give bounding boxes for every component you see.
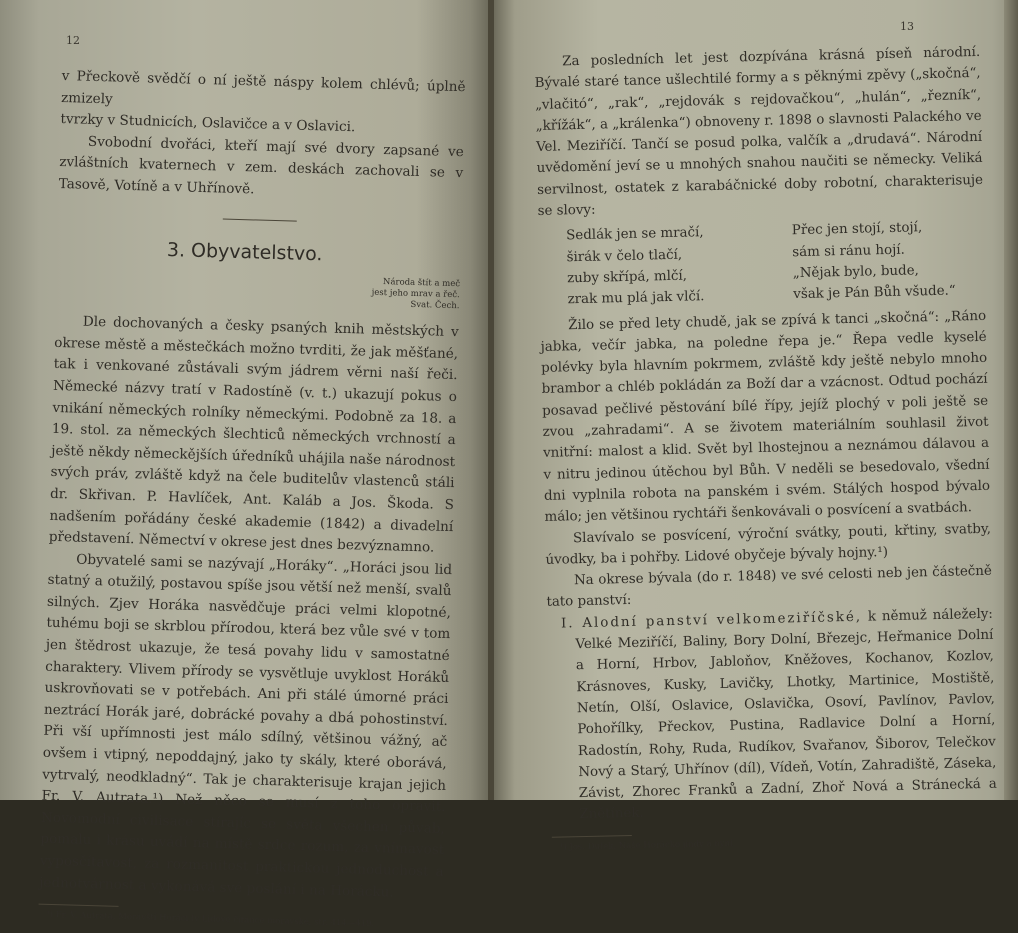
list-item-alodni-panstvi (547, 603, 998, 826)
poem-line: „Nějak bylo, bude, (792, 263, 919, 282)
right-page (494, 0, 1018, 853)
footnote-rule (552, 835, 632, 838)
poem (566, 216, 986, 311)
intro-line-1: v Přeckově svědčí o ní ještě náspy kolem chlévů; úplně zmizely (60, 67, 466, 108)
paragraph-svobodni-dvoraci: Svobodní dvořáci, kteří mají své dvory zapsané ve zvláštních kvaternech v zem. deskách zachovali se v Tasově, Votíně a v Uhřínově. (58, 133, 464, 198)
poem-line: zuby skřípá, mlčí, (566, 268, 688, 287)
footnote-rule (39, 904, 119, 907)
poem-line: širák v čelo tlačí, (566, 247, 683, 265)
motto-line: jest jeho mrav a řeč. (371, 287, 460, 301)
paragraph-main: Dle dochovaných a česky psaných knih městských v okrese městě a městečkách možno tvrditi, že jak měšťané, tak i venkované zůstávali svým jádrem věrni naší řeči. Německé názvy tratí v Radostíně (v. t.) ukazují pokus o vnikání německých rolníky německými. Podobně za 18. a 19. stol. za německých šlechticů německých vrchností a ještě někdy německějších úředníků uhájila naše národnost svých práv, zvláště když na čele buditelův vlastenců stáli dr. Skřivan. P. Havlíček, Ant. Kaláb a Jos. Škoda. S nadšením pořádány české akademie (1842) a divadelní představení. Němectví v okrese jest dnes bezvýznamno. (48, 313, 459, 556)
right-page-body (534, 42, 998, 855)
paragraph-slavivalo: Slavívalo se posvícení, výroční svátky, pouti, křtiny, svatby, úvodky, ba i pohřby. Lidové obyčeje bývaly hojny.¹) (545, 521, 992, 568)
left-page-number: 12 (66, 34, 80, 47)
paragraph-zilo: Žilo se před lety chudě, jak se zpívá k tanci „skočná“: „Ráno jabka, večír jabka, na poledne řepa je.“ Řepa vedle kyselé polévky byla hlavním pokrmem, zvláště kdy ještě nebylo mnoho brambor a chléb pokládán za Boží dar a vzácnost. Odtud pochází posavad pečlivé pěstování bílé řípy, jejíž plochý v poli ještě se zvou „zahradami“. A se životem materiálním souhlasil život vnitřní: malost a klid. Svět byl lhostejnou a neznámou dálavou a v nitru jedinou útěchou byl Bůh. V neděli se besedovalo, všední dni vyplnila robota na panském i svém. Stálých hospod bývalo málo; jen většinou rychtáři šenkovávali o posvícení a svatbách. (540, 308, 991, 526)
poem-line: sám si ránu hojí. (792, 242, 905, 260)
poem-line: Přec jen stojí, stojí, (791, 220, 923, 239)
intro-line-2: tvrzky v Studnicích, Oslavičce a v Oslavici. (60, 111, 356, 136)
paragraph-tance: Za posledních let jest dozpívána krásná píseň národní. Bývalé staré tance ušlechtilé formy a s pěknými zpěvy („skočná“, „vlačitó“, „rak“, „rejdovák s rejdovačkou“, „hulán“, „řezník“, „křížák“, a „králenka“) obnoveny r. 1898 o slavnosti Palackého ve Vel. Meziříčí. Tančí se posud polka, valčík a „drudavá“. Národní uvědomění jeví se u mnohých snahou naučiti se německy. Veliká servilnost, ostatek z karabáčnické doby robotní, charakterisuje se slovy: (534, 44, 984, 220)
paragraph-okrese: Na okrese bývala (do r. 1848) ve své celosti neb jen částečně tato panství: (546, 563, 993, 611)
poem-line: zrak mu plá jak vlčí. (567, 289, 705, 308)
section-divider (223, 218, 297, 221)
page-edge (1004, 0, 1018, 800)
motto-line: Národa štít a meč (382, 277, 461, 290)
list-item-text: k němuž náležely: Velké Meziříčí, Baliny, Bory Dolní, Březejc, Heřmanice Dolní a Horní, Hrbov, Jabloňov, Kněžoves, Kochanov, Kozlov, Krásnoves, Kusky, Lavičky, Lhotky, Martinice, Mostiště, Netín, Olší, Oslavice, Oslavička, Osoví, Pavlínov, Pavlov, Pohořílky, Přeckov, Pustina, Radlavice Dolní a Horní, Radostín, Rohy, Ruda, Rudíkov, Svařanov, Šiborov, Telečkov Nový a Starý, Uhřínov (díl), Vídeň, Votín, Zahradiště, Záseka, Závist, Zhorec Franků a Zadní, Zhoř Nová a Stránecká a Znětínek. (575, 606, 997, 823)
list-item-label: I. Alodní panství velkomeziříčské, (560, 609, 863, 632)
paragraph-horaky: Obyvatelé sami se nazývají „Horáky“. „Horáci jsou lid statný a otužilý, postavou spíše jsou větší než menší, svalů silných. Zjev Horáka nasvědčuje práci velmi klopotné, tuhému boji se skrblou přírodou, která bez vůle své v tom jen štědrost ukazuje, že tesá povahy lidu v samostatné charaktery. Vlivem přírody se vysvětluje uvyklost Horáků uskrovňovati se v potřebách. Ani při stálé úmorné práci neztrácí Horák jaré, dobrácké povahy a dbá pohostinství. Při vší upřímnosti jest málo sdílný, většinou vážný, ač ovšem i vtipný, nepoddajný, jako ty skály, které oborává, vytrvalý, neodkladný“. Tak je charakterisuje krajan jejich Fr. V. Autrata.¹) Než něco se musí z toho opravit. Novomodní civilisace stírajíc se světa všechen půvab, pomalu i krásu uvádí na místě srdce rozum, za vnímavost vyposčítavost, za rozmanitost praktickou jednoduchost a jednotvárnost a vykonává své poslání i na Horácku. (38, 551, 453, 901)
motto-attribution: Svat. Čech. (410, 299, 460, 312)
poem-line: Sedlák jen se mračí, (566, 225, 704, 244)
chapter-motto (55, 268, 460, 312)
left-footnote: ¹) Fr. V. Autrata, Moravští Horáci (v Lidové čítance moravské, str. 414—419. (46, 910, 375, 930)
poem-column-left (566, 221, 760, 311)
right-page-number: 13 (900, 20, 914, 33)
left-page (0, 0, 490, 930)
poem-line: však je Pán Bůh všude.“ (793, 283, 956, 303)
left-page-body (38, 66, 466, 933)
chapter-title: 3. Obyvatelstvo. (166, 238, 323, 265)
right-footnote: ¹) Jos. Dufek, Naše Horácko jindy a nyní. (559, 838, 736, 853)
poem-column-right (792, 216, 986, 306)
